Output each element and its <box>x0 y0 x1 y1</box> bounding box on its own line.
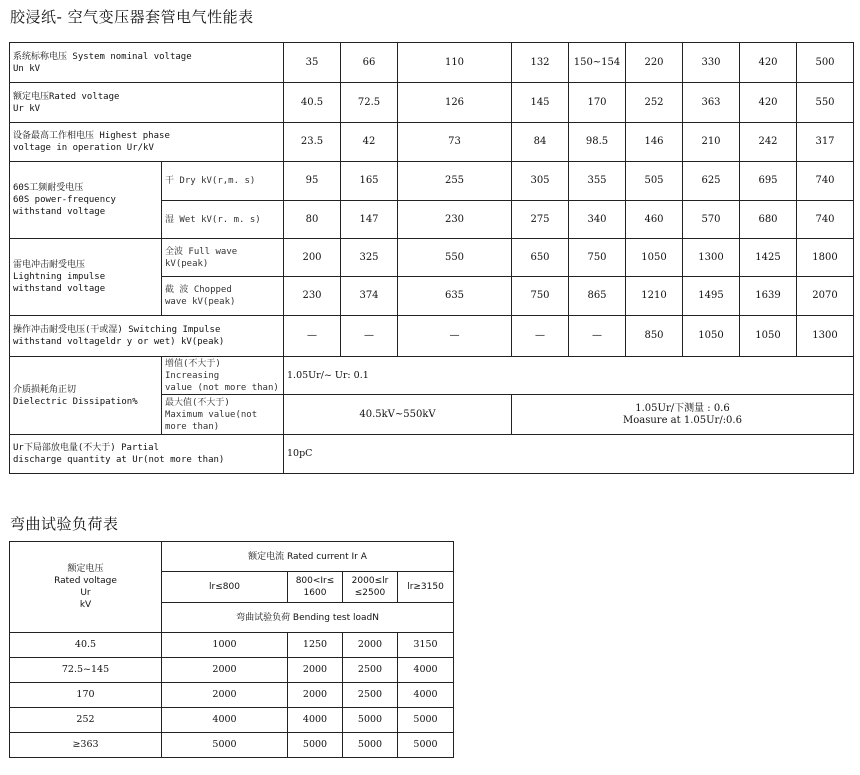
table-row <box>10 633 454 658</box>
value-cell: 1300 <box>683 239 740 277</box>
value-cell: 132 <box>512 43 569 83</box>
table-row <box>10 542 454 572</box>
value-cell: 210 <box>683 123 740 162</box>
load-cell: 1250 <box>288 633 343 658</box>
value-cell: 850 <box>626 316 683 357</box>
value-cell: 865 <box>569 277 626 316</box>
row-label: 雷电冲击耐受电压 Lightning impulse withstand voltage <box>10 239 162 316</box>
value-cell: 695 <box>740 162 797 201</box>
value-cell: 23.5 <box>284 123 341 162</box>
table-row <box>10 239 854 277</box>
sub-label: 增值(不大于) Increasing value (not more than) <box>162 357 284 395</box>
row-label: 设备最高工作相电压 Highest phase voltage in operation Ur/kV <box>10 123 284 162</box>
value-cell: 10pC <box>284 435 854 474</box>
sub-label: 干 Dry kV(r,m. s) <box>162 162 284 201</box>
value-cell: 66 <box>341 43 398 83</box>
value-cell: 2070 <box>797 277 854 316</box>
bending-table-title: 弯曲试验负荷表 <box>10 515 119 533</box>
page-title: 胶浸纸- 空气变压器套管电气性能表 <box>10 8 254 26</box>
value-cell: 84 <box>512 123 569 162</box>
value-cell: 1300 <box>797 316 854 357</box>
table-row <box>10 162 854 201</box>
value-cell: 126 <box>398 83 512 123</box>
value-cell: 680 <box>740 201 797 239</box>
value-cell: 1639 <box>740 277 797 316</box>
value-cell: 1050 <box>740 316 797 357</box>
value-cell: 1050 <box>683 316 740 357</box>
load-cell: 5000 <box>343 733 398 758</box>
value-cell: 374 <box>341 277 398 316</box>
value-cell: 230 <box>398 201 512 239</box>
value-cell: 420 <box>740 83 797 123</box>
value-cell: 1800 <box>797 239 854 277</box>
value-cell: 355 <box>569 162 626 201</box>
value-cell: 325 <box>341 239 398 277</box>
value-cell: 73 <box>398 123 512 162</box>
current-col-header: lr≥3150 <box>398 572 454 603</box>
table-row <box>10 733 454 758</box>
load-cell: 4000 <box>398 658 454 683</box>
table-row <box>10 43 854 83</box>
value-cell: 420 <box>740 43 797 83</box>
table-row <box>10 123 854 162</box>
load-cell: 5000 <box>343 708 398 733</box>
value-cell: 165 <box>341 162 398 201</box>
value-cell: 40.5kV~550kV <box>284 395 512 435</box>
load-header: 弯曲试验负荷 Bending test loadN <box>162 603 454 633</box>
load-cell: 1000 <box>162 633 288 658</box>
value-cell: 1.05Ur/~ Ur: 0.1 <box>284 357 854 395</box>
load-cell: 2000 <box>288 683 343 708</box>
row-label: 60S工频耐受电压 60S power-frequency withstand voltage <box>10 162 162 239</box>
value-cell: 35 <box>284 43 341 83</box>
load-cell: 2000 <box>343 633 398 658</box>
load-cell: 2500 <box>343 683 398 708</box>
load-cell: 5000 <box>398 708 454 733</box>
value-cell: 1495 <box>683 277 740 316</box>
table-row <box>10 708 454 733</box>
value-cell: 363 <box>683 83 740 123</box>
load-cell: 2000 <box>162 683 288 708</box>
value-cell: 305 <box>512 162 569 201</box>
value-cell: 98.5 <box>569 123 626 162</box>
load-cell: 5000 <box>398 733 454 758</box>
current-col-header: lr≤800 <box>162 572 288 603</box>
value-cell: 145 <box>512 83 569 123</box>
value-cell: 340 <box>569 201 626 239</box>
value-cell: 635 <box>398 277 512 316</box>
table-row <box>10 316 854 357</box>
value-cell: 42 <box>341 123 398 162</box>
table-row <box>10 357 854 395</box>
load-cell: 4000 <box>398 683 454 708</box>
table-row <box>10 435 854 474</box>
row-label: 系统标称电压 System nominal voltage Un kV <box>10 43 284 83</box>
value-cell: — <box>284 316 341 357</box>
row-label: 介质损耗角正切 Dielectric Dissipation% <box>10 357 162 435</box>
value-cell: 750 <box>512 277 569 316</box>
current-header: 额定电流 Rated current Ir A <box>162 542 454 572</box>
value-cell: 200 <box>284 239 341 277</box>
value-cell: 460 <box>626 201 683 239</box>
value-cell: 230 <box>284 277 341 316</box>
load-cell: 2000 <box>288 658 343 683</box>
load-cell: 3150 <box>398 633 454 658</box>
value-cell: 40.5 <box>284 83 341 123</box>
row-label: 操作冲击耐受电压(干或湿) Switching Impulse withstand voltageldr y or wet) kV(peak) <box>10 316 284 357</box>
table-row <box>10 683 454 708</box>
value-cell: 80 <box>284 201 341 239</box>
load-cell: 2500 <box>343 658 398 683</box>
value-cell: 750 <box>569 239 626 277</box>
value-cell: 550 <box>797 83 854 123</box>
table-row <box>10 83 854 123</box>
value-cell: 252 <box>626 83 683 123</box>
value-cell: 220 <box>626 43 683 83</box>
value-cell: 110 <box>398 43 512 83</box>
value-cell: 146 <box>626 123 683 162</box>
sub-label: 湿 Wet kV(r. m. s) <box>162 201 284 239</box>
value-cell: 147 <box>341 201 398 239</box>
sub-label: 截 波 Chopped wave kV(peak) <box>162 277 284 316</box>
row-label: 额定电压Rated voltage Ur kV <box>10 83 284 123</box>
value-cell: 317 <box>797 123 854 162</box>
value-cell: 1425 <box>740 239 797 277</box>
value-cell: 625 <box>683 162 740 201</box>
value-cell: — <box>341 316 398 357</box>
voltage-cell: 72.5~145 <box>10 658 162 683</box>
value-cell: 1050 <box>626 239 683 277</box>
value-cell: 1.05Ur/下测量 : 0.6 Moasure at 1.05Ur/:0.6 <box>512 395 854 435</box>
voltage-cell: ≥363 <box>10 733 162 758</box>
value-cell: — <box>569 316 626 357</box>
current-col-header: 2000≤lr ≤2500 <box>343 572 398 603</box>
load-cell: 5000 <box>162 733 288 758</box>
value-cell: 505 <box>626 162 683 201</box>
value-cell: 95 <box>284 162 341 201</box>
current-col-header: 800<Ir≤ 1600 <box>288 572 343 603</box>
voltage-cell: 40.5 <box>10 633 162 658</box>
load-cell: 4000 <box>288 708 343 733</box>
value-cell: 330 <box>683 43 740 83</box>
value-cell: 150~154 <box>569 43 626 83</box>
voltage-cell: 170 <box>10 683 162 708</box>
value-cell: 170 <box>569 83 626 123</box>
value-cell: — <box>512 316 569 357</box>
performance-table <box>9 42 854 474</box>
value-cell: 740 <box>797 162 854 201</box>
value-cell: 255 <box>398 162 512 201</box>
value-cell: 275 <box>512 201 569 239</box>
load-cell: 2000 <box>162 658 288 683</box>
load-cell: 5000 <box>288 733 343 758</box>
table-row <box>10 658 454 683</box>
load-cell: 4000 <box>162 708 288 733</box>
value-cell: 570 <box>683 201 740 239</box>
value-cell: 72.5 <box>341 83 398 123</box>
value-cell: 242 <box>740 123 797 162</box>
value-cell: 650 <box>512 239 569 277</box>
sub-label: 最大值(不大于) Maximum value(not more than) <box>162 395 284 435</box>
value-cell: 550 <box>398 239 512 277</box>
row-label: Ur下局部放电量(不大于) Partial discharge quantity at Ur(not more than) <box>10 435 284 474</box>
voltage-header: 额定电压 Rated voltage Ur kV <box>10 542 162 633</box>
voltage-cell: 252 <box>10 708 162 733</box>
value-cell: — <box>398 316 512 357</box>
value-cell: 1210 <box>626 277 683 316</box>
value-cell: 740 <box>797 201 854 239</box>
value-cell: 500 <box>797 43 854 83</box>
bending-test-table <box>9 541 454 758</box>
sub-label: 全波 Full wave kV(peak) <box>162 239 284 277</box>
